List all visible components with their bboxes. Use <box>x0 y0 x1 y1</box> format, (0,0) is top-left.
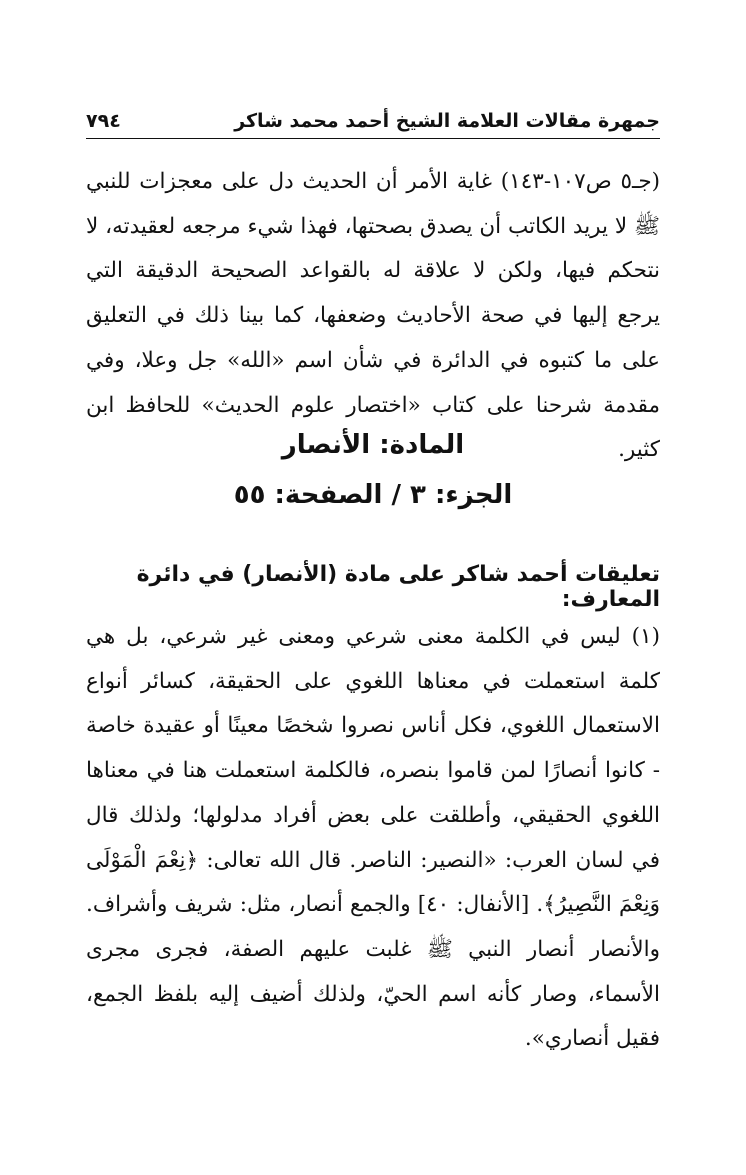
intro-paragraph: (جـ٥ ص١٠٧-١٤٣) غاية الأمر أن الحديث دل على معجزات للنبي ﷺ لا يريد الكاتب أن يصدق بصحتها، فهذا شيء مرجعه لعقيدته، لا نتحكم فيها، ولكن لا علاقة له بالقواعد الصحيحة الدقيقة التي يرجع إليها في صحة الأحاديث وضعفها، كما بينا ذلك في التعليق على ما كتبوه في الدائرة في شأن اسم «الله» جل وعلا، وفي مقدمة شرحنا على كتاب «اختصار علوم الحديث» للحافظ ابن كثير. <box>86 169 661 463</box>
page-number: ٧٩٤ <box>86 110 121 132</box>
running-title: جمهرة مقالات العلامة الشيخ أحمد محمد شاكر <box>234 110 660 132</box>
section-title: تعليقات أحمد شاكر على مادة (الأنصار) في دائرة المعارف: <box>136 562 660 612</box>
part-page-heading: الجزء: ٣ / الصفحة: ٥٥ <box>233 480 513 510</box>
material-heading: المادة: الأنصار <box>281 430 465 460</box>
comment-paragraph: (١) ليس في الكلمة معنى شرعي ومعنى غير شرعي، بل هي كلمة استعملت في معناها اللغوي على الحقيقة، كسائر أنواع الاستعمال اللغوي، فكل أناس نصروا شخصًا معينًا أو عقيدة خاصة - كانوا أنصارًا لمن قاموا بنصره، فالكلمة استعملت هنا في معناها اللغوي الحقيقي، وأطلقت على بعض أفراد مدلولها؛ ولذلك قال في لسان العرب: «النصير: الناصر. قال الله تعالى: ﴿نِعْمَ الْمَوْلَى وَنِعْمَ النَّصِيرُ﴾. [الأنفال: ٤٠] والجمع أنصار، مثل: شريف وأشراف. والأنصار أنصار النبي ﷺ غلبت عليهم الصفة، فجرى مجرى الأسماء، وصار كأنه اسم الحيّ، ولذلك أضيف إليه بلفظ الجمع، فقيل أنصاري». <box>86 624 660 1052</box>
page-header <box>86 100 660 139</box>
